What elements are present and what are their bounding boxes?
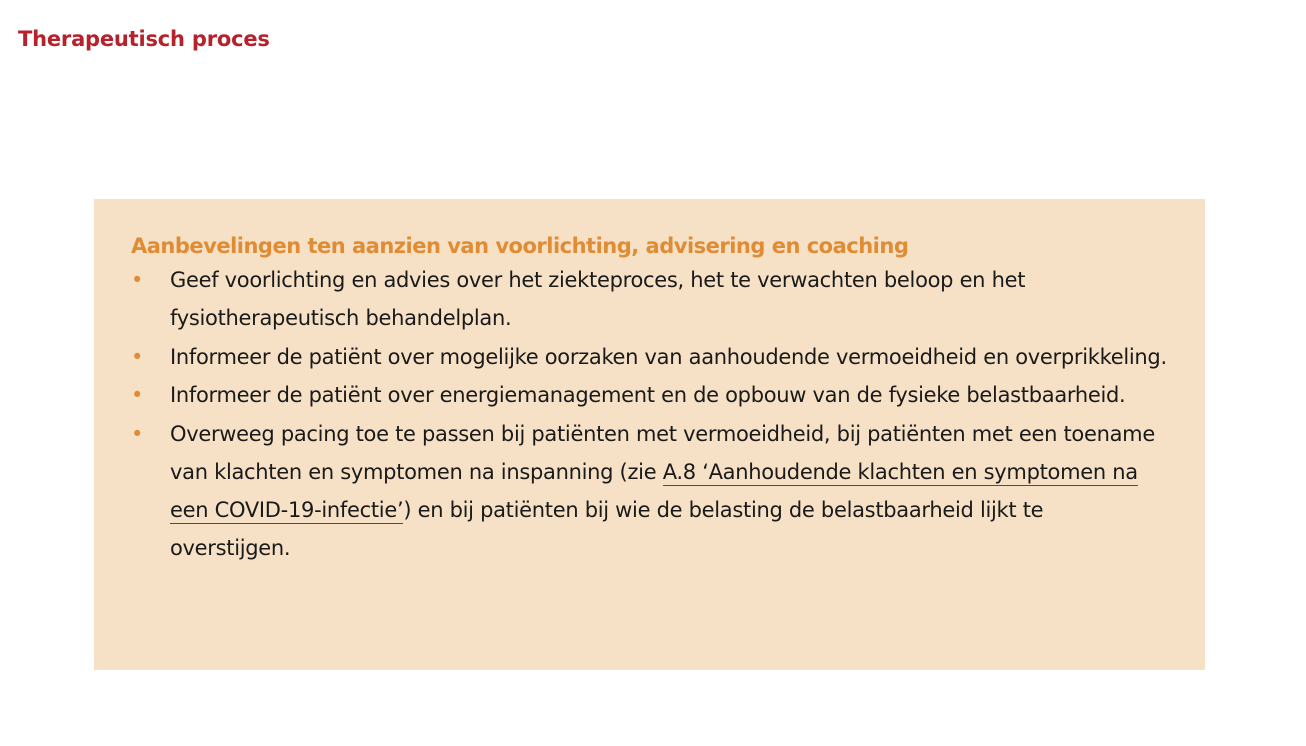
list-item-text-before: Overweeg pacing toe te passen bij patiënten met vermoeidheid, bij patiënten met een toename van klachten en symptomen na inspanning (zie — [170, 422, 1155, 484]
recommendations-box — [94, 199, 1205, 670]
list-item — [131, 262, 1169, 338]
list-item — [131, 339, 1169, 377]
list-item-text: Informeer de patiënt over mogelijke oorzaken van aanhoudende vermoeidheid en overprikkeling. — [170, 344, 1167, 369]
page-title: Therapeutisch proces — [18, 27, 270, 51]
list-item-text-after: ) en bij patiënten bij wie de belasting de belastbaarheid lijkt te overstijgen. — [170, 497, 1044, 560]
bullet-icon: • — [131, 344, 144, 369]
recommendations-heading: Aanbevelingen ten aanzien van voorlichting, advisering en coaching — [131, 234, 909, 258]
bullet-icon: • — [131, 268, 144, 292]
list-item-text: Informeer de patiënt over energiemanagement en de opbouw van de fysieke belastbaarheid. — [170, 383, 1126, 408]
reference-link-a8[interactable]: A.8 ‘Aanhoudende klachten en symptomen na een COVID-19-infectie’ — [170, 459, 1138, 522]
list-item — [131, 377, 1169, 415]
bullet-icon: • — [131, 383, 144, 408]
recommendations-list — [131, 262, 1169, 567]
list-item — [131, 416, 1169, 567]
list-item-text: Geef voorlichting en advies over het ziekteproces, het te verwachten beloop en het fysiotherapeutisch behandelplan. — [170, 268, 1026, 330]
bullet-icon: • — [131, 422, 144, 447]
